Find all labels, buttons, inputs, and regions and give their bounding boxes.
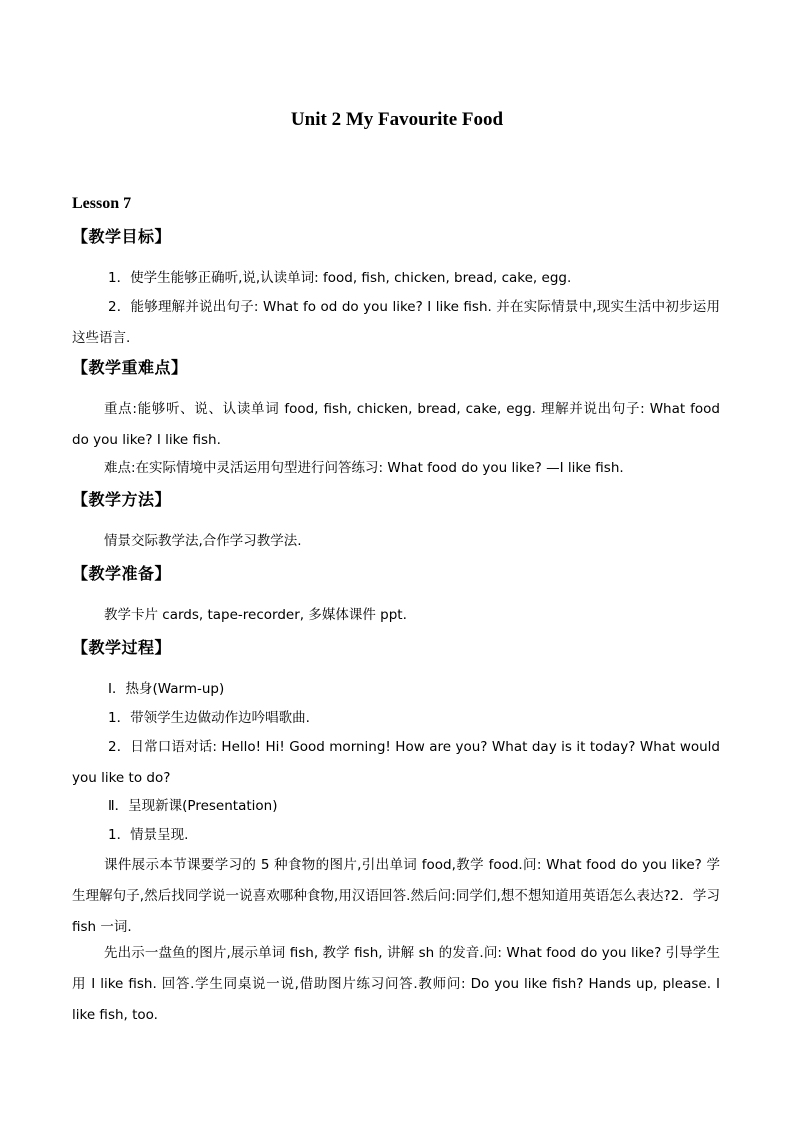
lesson-label: Lesson 7 [72, 195, 132, 212]
methods-heading: 【教学方法】 [72, 490, 172, 509]
process-item-warmup: Ⅰ．热身(Warm-up) [108, 681, 225, 697]
process-item-food-pictures: 课件展示本节课要学习的 5 种食物的图片,引出单词 food,教学 food.问: What food do you like? 学生理解句子,然后找同学说一说喜欢哪种食物,用汉语回答.然后问:同学们,想不想知道用英语怎么表达?2．学习 fish 一词. [72, 857, 720, 935]
objectives-heading: 【教学目标】 [72, 227, 172, 246]
method-item-1: 情景交际教学法,合作学习教学法. [104, 533, 302, 549]
key-point-item-1: 重点:能够听、说、认读单词 food, fish, chicken, bread, cake, egg. 理解并说出句子: What food do you like? I like fish. [72, 401, 720, 448]
process-item-presentation: Ⅱ．呈现新课(Presentation) [108, 798, 278, 814]
document-title: Unit 2 My Favourite Food [290, 109, 504, 130]
preparation-item-1: 教学卡片 cards, tape-recorder, 多媒体课件 ppt. [104, 607, 407, 623]
key-points-heading: 【教学重难点】 [72, 358, 188, 377]
process-heading: 【教学过程】 [72, 638, 172, 657]
key-point-item-2: 难点:在实际情境中灵活运用句型进行问答练习: What food do you like? —I like fish. [104, 460, 624, 476]
objective-item-1: 1．使学生能够正确听,说,认读单词: food, fish, chicken, bread, cake, egg. [108, 270, 572, 286]
objective-item-2: 2．能够理解并说出句子: What fo od do you like? I like fish. 并在实际情景中,现实生活中初步运用这些语言. [72, 299, 720, 346]
process-item-dialogue: 2．日常口语对话: Hello! Hi! Good morning! How are you? What day is it today? What would you like to do? [72, 739, 720, 786]
process-item-fish: 先出示一盘鱼的图片,展示单词 fish, 教学 fish, 讲解 sh 的发音.问: What food do you like? 引导学生用 I like fish. 回答.学生同桌说一说,借助图片练习问答.教师问: Do you like fish? Hands up, please. I like fish, too. [72, 945, 720, 1023]
preparation-heading: 【教学准备】 [72, 564, 172, 583]
process-item-scene: 1．情景呈现. [108, 827, 189, 843]
process-item-song: 1．带领学生边做动作边吟唱歌曲. [108, 710, 310, 726]
